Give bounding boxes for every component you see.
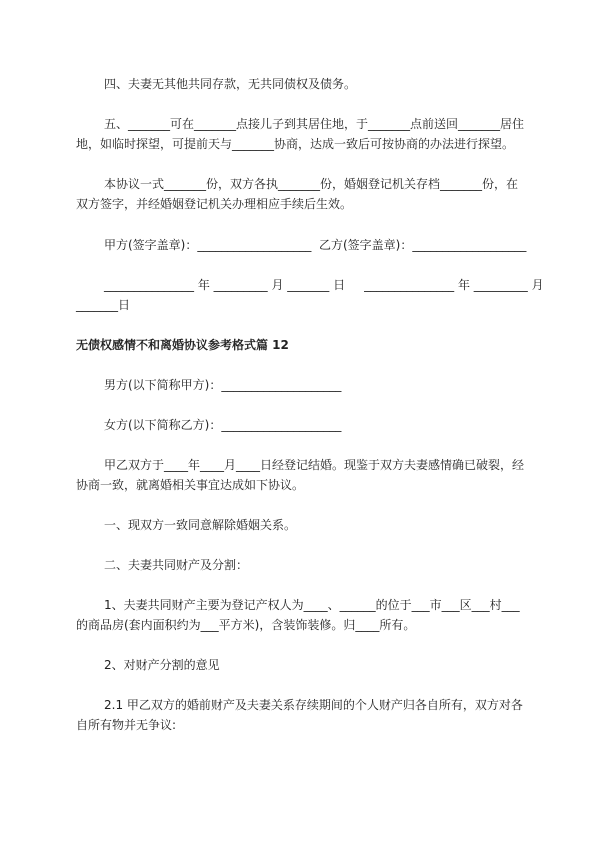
male-party-field: 男方(以下简称甲方)：____________________	[104, 378, 342, 392]
female-party-field: 女方(以下简称乙方)：____________________	[104, 418, 342, 432]
signature-line: 甲方(签字盖章)：___________________ 乙方(签字盖章)：___________________	[104, 238, 527, 252]
property-clause-line-1: 1、夫妻共同财产主要为登记产权人为____、______的位于___市___区___村___	[104, 598, 520, 612]
marriage-statement-line-2: 协商一致，就离婚相关事宜达成如下协议。	[76, 478, 305, 492]
date-line-1: _______________ 年 _________ 月 _______ 日 _______________ 年 _________ 月	[104, 278, 544, 292]
section-heading: 无债权感情不和离婚协议参考格式篇 12	[76, 338, 289, 352]
division-opinion: 2、对财产分割的意见	[104, 658, 220, 672]
date-line-2: _______日	[76, 298, 131, 312]
premarital-property-line-1: 2.1 甲乙双方的婚前财产及夫妻关系存续期间的个人财产归各自所有，双方对各	[104, 698, 523, 712]
copies-clause-line-1: 本协议一式_______份，双方各执_______份，婚姻登记机关存档_______份，在	[104, 177, 519, 191]
clause-five-line-1: 五、_______可在_______点接儿子到其居住地，于_______点前送回_______居住	[104, 117, 525, 131]
copies-clause-line-2: 双方签字，并经婚姻登记机关办理相应手续后生效。	[76, 197, 353, 211]
clause-five-line-2: 地，如临时探望，可提前天与_______协商，达成一致后可按协商的办法进行探望。	[76, 137, 515, 151]
clause-two: 二、夫妻共同财产及分割：	[104, 558, 249, 572]
premarital-property-line-2: 自所有物并无争议:	[76, 718, 177, 732]
clause-four: 四、夫妻无其他共同存款，无共同债权及债务。	[104, 77, 357, 91]
clause-one: 一、现双方一致同意解除婚姻关系。	[104, 518, 297, 532]
property-clause-line-2: 的商品房(套内面积约为___平方米)，含装饰装修。归____所有。	[76, 618, 416, 632]
marriage-statement-line-1: 甲乙双方于____年____月____日经登记结婚。现鉴于双方夫妻感情确已破裂，经	[104, 458, 525, 472]
